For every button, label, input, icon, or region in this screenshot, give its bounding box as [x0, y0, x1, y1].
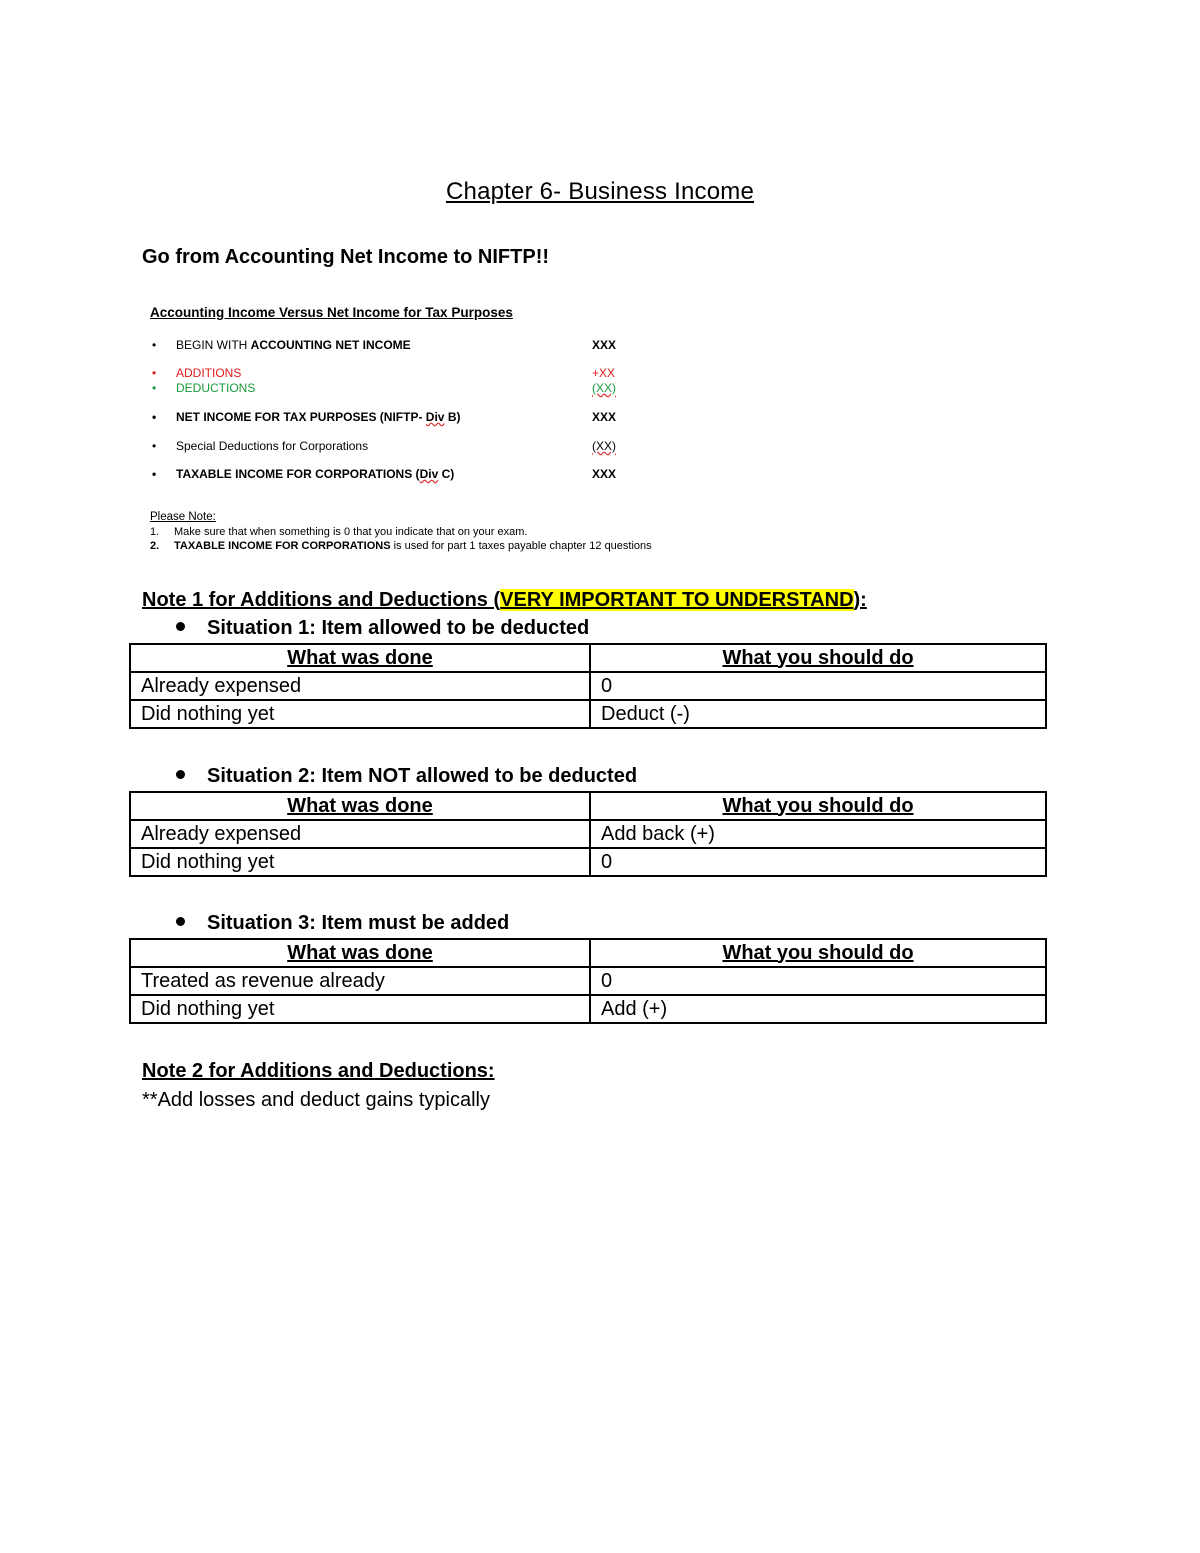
table-cell: Did nothing yet [130, 848, 590, 876]
figure-row-begin: • BEGIN WITH ACCOUNTING NET INCOME XXX [152, 338, 617, 352]
figure-row-niftp: • NET INCOME FOR TAX PURPOSES (NIFTP- Div B) XXX [152, 410, 617, 424]
situation-3-heading: Situation 3: Item must be added [176, 912, 509, 935]
table-cell: 0 [590, 672, 1046, 700]
bullet-icon [176, 622, 185, 631]
table-row [130, 967, 1046, 995]
table-cell: Did nothing yet [130, 995, 590, 1023]
table-row [130, 820, 1046, 848]
table-row [130, 672, 1046, 700]
situation-2-table [129, 791, 1047, 877]
bullet-icon [176, 770, 185, 779]
figure-note-title: Please Note: [150, 511, 216, 523]
subtitle: Go from Accounting Net Income to NIFTP!! [142, 246, 550, 268]
table-header-cell: What you should do [590, 644, 1046, 672]
table-header-cell: What was done [130, 939, 590, 967]
table-cell: Treated as revenue already [130, 967, 590, 995]
table-header-row [130, 644, 1046, 672]
table-header-cell: What you should do [590, 939, 1046, 967]
note2-heading: Note 2 for Additions and Deductions: [142, 1060, 495, 1082]
situation-1-heading: Situation 1: Item allowed to be deducted [176, 617, 589, 640]
figure-row-deductions: • DEDUCTIONS (XX) [152, 381, 616, 395]
figure-note-1: 1. Make sure that when something is 0 that you indicate that on your exam. [150, 526, 528, 538]
figure-title: Accounting Income Versus Net Income for Tax Purposes [150, 305, 513, 320]
note1-heading: Note 1 for Additions and Deductions (VERY IMPORTANT TO UNDERSTAND): [142, 589, 867, 611]
table-header-cell: What you should do [590, 792, 1046, 820]
figure-note-2: 2. TAXABLE INCOME FOR CORPORATIONS is used for part 1 taxes payable chapter 12 questions [150, 540, 652, 552]
figure-row-taxable-income: • TAXABLE INCOME FOR CORPORATIONS (Div C) XXX [152, 467, 617, 481]
table-cell: Did nothing yet [130, 700, 590, 728]
note1-highlight: VERY IMPORTANT TO UNDERSTAND [500, 589, 854, 611]
table-cell: Add back (+) [590, 820, 1046, 848]
table-header-row [130, 792, 1046, 820]
figure-row-special-deductions: • Special Deductions for Corporations (XX) [152, 439, 616, 453]
table-cell: 0 [590, 967, 1046, 995]
page-title: Chapter 6- Business Income [445, 178, 754, 205]
situation-1-table [129, 643, 1047, 729]
table-header-cell: What was done [130, 644, 590, 672]
table-header-cell: What was done [130, 792, 590, 820]
table-cell: Deduct (-) [590, 700, 1046, 728]
note2-text: **Add losses and deduct gains typically [142, 1089, 490, 1111]
table-cell: Already expensed [130, 672, 590, 700]
table-row [130, 995, 1046, 1023]
accounting-vs-niftp-figure [150, 305, 770, 555]
table-row [130, 700, 1046, 728]
table-header-row [130, 939, 1046, 967]
table-row [130, 848, 1046, 876]
table-cell: Already expensed [130, 820, 590, 848]
situation-2-heading: Situation 2: Item NOT allowed to be deducted [176, 765, 637, 788]
situation-3-table [129, 938, 1047, 1024]
table-cell: Add (+) [590, 995, 1046, 1023]
figure-row-additions: • ADDITIONS +XX [152, 366, 616, 380]
bullet-icon [176, 917, 185, 926]
table-cell: 0 [590, 848, 1046, 876]
